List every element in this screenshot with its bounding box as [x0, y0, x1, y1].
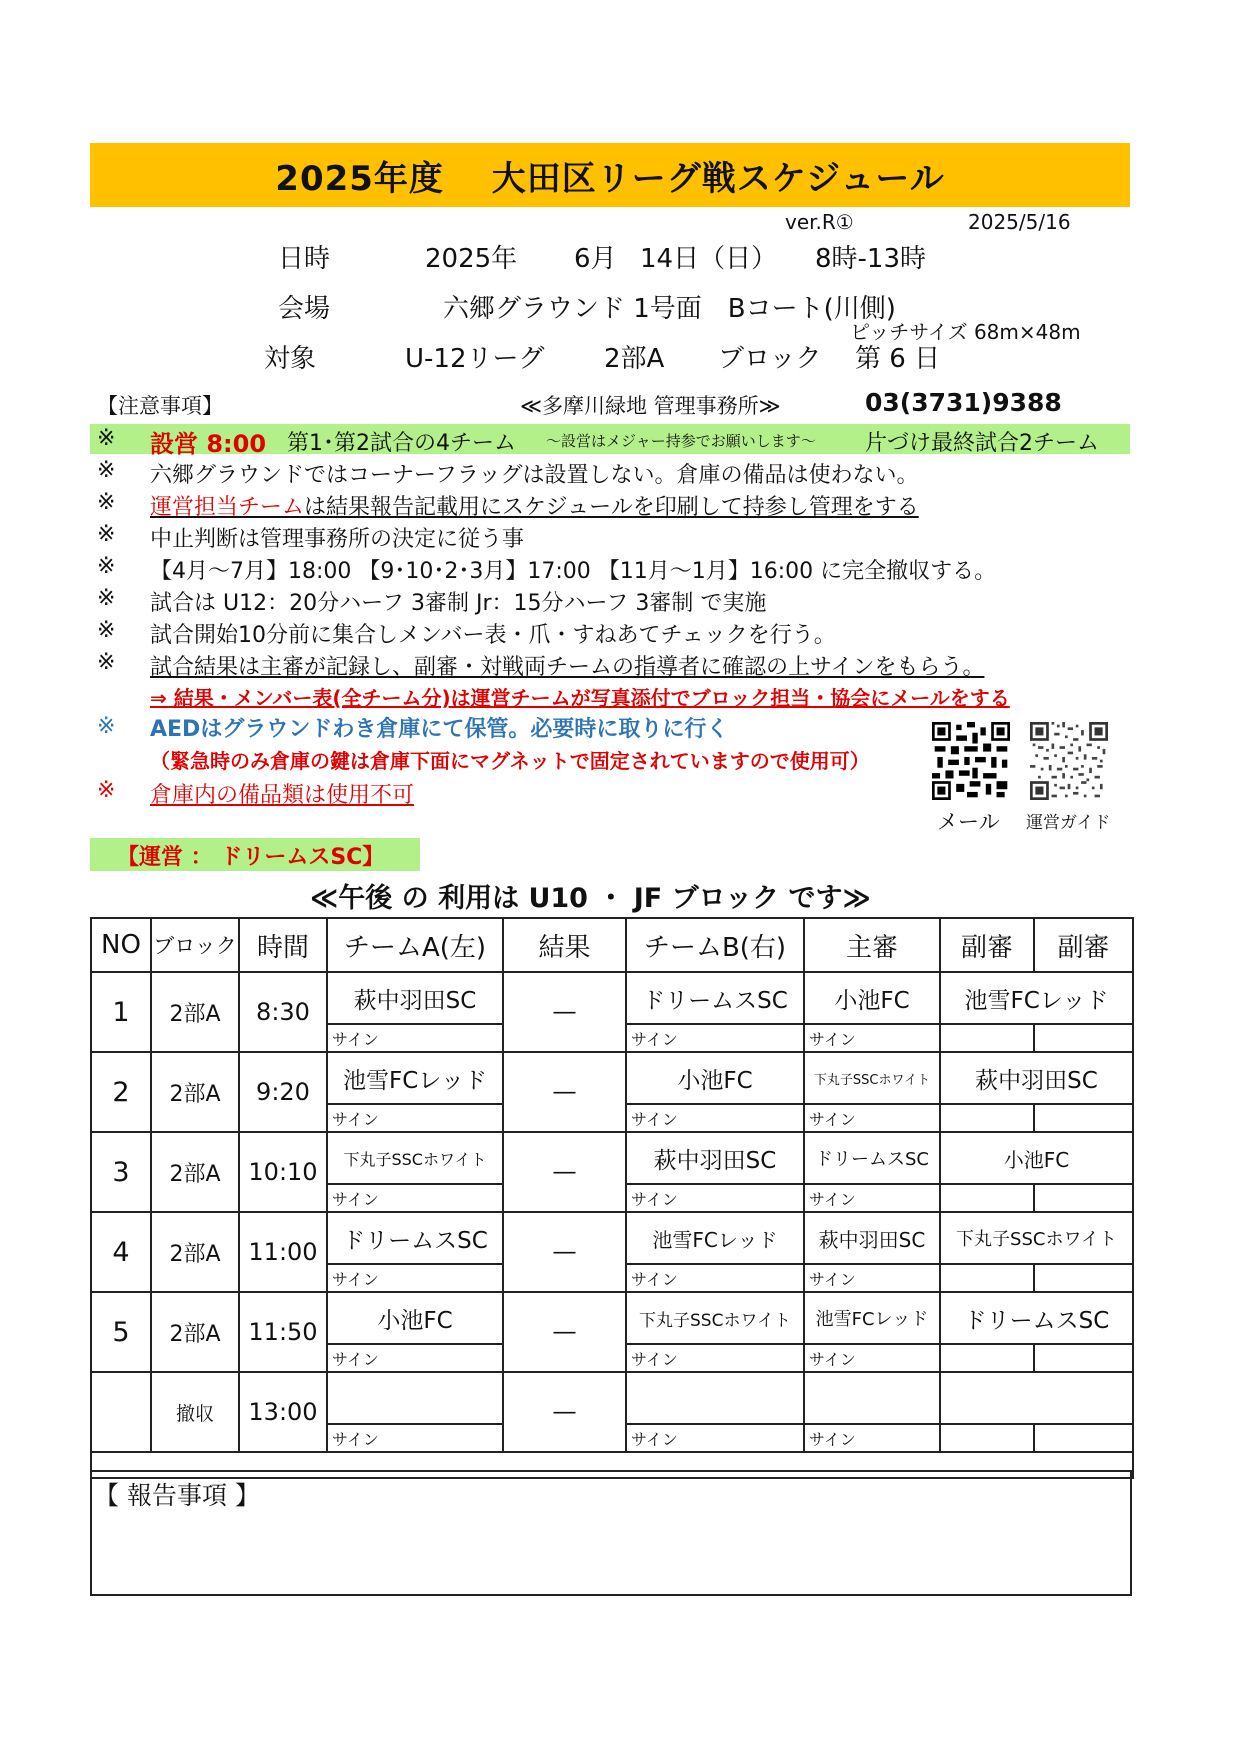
note-schedule-print — [150, 490, 919, 521]
assistant-referee: ドリームスSC — [940, 1292, 1133, 1344]
page-title: 2025年度 大田区リーグ戦スケジュール — [90, 143, 1130, 207]
team-b: ドリームスSC — [626, 972, 804, 1024]
note-match-format: 試合は U12：20分ハーフ 3審制 Jr：15分ハーフ 3審制 で実施 — [150, 591, 767, 616]
target-division: 2部A — [604, 344, 665, 374]
sign-team-b[interactable]: サイン — [626, 1264, 804, 1292]
match-block: 2部A — [151, 1292, 239, 1372]
note-result-mail: ⇒ 結果・メンバー表(全チーム分)は運営チームが写真添付でブロック担当・協会にメールをする — [150, 686, 1010, 710]
sign-assistant-2[interactable] — [1034, 1024, 1133, 1052]
target-round: 第 6 日 — [855, 344, 941, 374]
header-no: NO — [91, 918, 151, 972]
notes-header: 【注意事項】 — [97, 394, 223, 418]
datetime-day: 14日（日） — [640, 244, 778, 274]
note-mark: ※ — [97, 458, 116, 483]
sign-assistant-2[interactable] — [1034, 1104, 1133, 1132]
mail-qr-code[interactable] — [932, 722, 1010, 800]
assistant-referee — [940, 1372, 1133, 1424]
sign-assistant-1[interactable] — [940, 1424, 1034, 1452]
report-label: 【 報告事項 】 — [94, 1481, 260, 1510]
cleanup-teams: 片づけ最終試合2チーム — [865, 431, 1099, 456]
team-a: ドリームスSC — [327, 1212, 503, 1264]
sign-assistant-2[interactable] — [1034, 1344, 1133, 1372]
sign-referee[interactable]: サイン — [804, 1264, 940, 1292]
note-mark: ※ — [97, 426, 116, 451]
header-team-a: チームA(左) — [327, 918, 503, 972]
note-mark: ※ — [97, 554, 116, 579]
sign-team-b[interactable]: サイン — [626, 1424, 804, 1452]
note-mark: ※ — [97, 618, 116, 643]
afternoon-use: ≪午後 の 利用は U10 ・ JF ブロック です≫ — [310, 883, 871, 914]
table-row — [91, 1132, 1133, 1184]
referee: 萩中羽田SC — [804, 1212, 940, 1264]
match-block: 2部A — [151, 1212, 239, 1292]
match-block: 撤収 — [151, 1372, 239, 1452]
assistant-referee: 小池FC — [940, 1132, 1133, 1184]
match-time: 13:00 — [239, 1372, 327, 1452]
note-mark: ※ — [97, 714, 116, 739]
match-result[interactable]: ― — [503, 1372, 626, 1452]
sign-assistant-1[interactable] — [940, 1024, 1034, 1052]
match-block: 2部A — [151, 972, 239, 1052]
note-mark: ※ — [97, 778, 116, 803]
note-cancel: 中止判断は管理事務所の決定に従う事 — [150, 527, 525, 552]
header-team-b: チームB(右) — [626, 918, 804, 972]
note-aed: AEDはグラウンドわき倉庫にて保管。必要時に取りに行く — [150, 717, 729, 742]
note-schedule-print-text: は結果報告記載用にスケジュールを印刷して持参し管理をする — [304, 495, 919, 520]
match-block: 2部A — [151, 1132, 239, 1212]
sign-assistant-2[interactable] — [1034, 1264, 1133, 1292]
match-time: 11:50 — [239, 1292, 327, 1372]
qr-label-guide: 運営ガイド — [1026, 813, 1111, 833]
issue-date: 2025/5/16 — [968, 210, 1071, 234]
sign-team-a[interactable]: サイン — [327, 1344, 503, 1372]
datetime-label: 日時 — [278, 244, 331, 274]
referee: 下丸子SSCホワイト — [804, 1052, 940, 1104]
team-b: 下丸子SSCホワイト — [626, 1292, 804, 1344]
qr-label-mail: メール — [937, 810, 1000, 834]
sign-assistant-2[interactable] — [1034, 1424, 1133, 1452]
venue-value: 六郷グラウンド 1号面 Bコート(川側) — [443, 294, 896, 324]
datetime-year: 2025年 — [425, 244, 518, 274]
team-b — [626, 1372, 804, 1424]
operator-team: 【運営 ： ドリームスSC】 — [117, 845, 385, 870]
sign-referee[interactable]: サイン — [804, 1344, 940, 1372]
match-no: 4 — [91, 1212, 151, 1292]
note-operating-team: 運営担当チーム — [150, 495, 305, 520]
match-result[interactable]: ― — [503, 1052, 626, 1132]
datetime-month: 6月 — [574, 244, 617, 274]
target-block: ブロック — [718, 344, 822, 374]
note-mark: ※ — [97, 650, 116, 675]
table-row — [91, 1372, 1133, 1424]
sign-assistant-1[interactable] — [940, 1264, 1034, 1292]
target-league: U-12リーグ — [405, 344, 545, 374]
match-time: 10:10 — [239, 1132, 327, 1212]
sign-referee[interactable]: サイン — [804, 1104, 940, 1132]
sign-team-b[interactable]: サイン — [626, 1104, 804, 1132]
table-row — [91, 972, 1133, 1024]
header-result: 結果 — [503, 918, 626, 972]
table-row — [91, 1292, 1133, 1344]
sign-team-b[interactable]: サイン — [626, 1024, 804, 1052]
table-row — [91, 1052, 1133, 1104]
team-b: 萩中羽田SC — [626, 1132, 804, 1184]
sign-team-a[interactable]: サイン — [327, 1104, 503, 1132]
sign-assistant-1[interactable] — [940, 1344, 1034, 1372]
setup-time: 設営 8:00 — [150, 430, 267, 458]
match-result[interactable]: ― — [503, 972, 626, 1052]
team-a: 下丸子SSCホワイト — [327, 1132, 503, 1184]
target-label: 対象 — [264, 344, 317, 374]
sign-team-b[interactable]: サイン — [626, 1184, 804, 1212]
version: ver.R① — [785, 210, 854, 234]
note-mark: ※ — [97, 522, 116, 547]
note-result-record: 試合結果は主審が記録し、副審・対戦両チームの指導者に確認の上サインをもらう。 — [150, 655, 985, 680]
referee: 小池FC — [804, 972, 940, 1024]
header-time: 時間 — [239, 918, 327, 972]
pitch-size: ピッチサイズ 68m×48m — [850, 320, 1081, 344]
sign-referee[interactable]: サイン — [804, 1184, 940, 1212]
match-time: 11:00 — [239, 1212, 327, 1292]
match-time: 8:30 — [239, 972, 327, 1052]
match-no: 2 — [91, 1052, 151, 1132]
header-block: ブロック — [151, 918, 239, 972]
team-a: 池雪FCレッド — [327, 1052, 503, 1104]
match-no: 1 — [91, 972, 151, 1052]
office-name: ≪多摩川緑地 管理事務所≫ — [520, 394, 781, 418]
note-withdraw-time: 【4月～7月】18:00 【9･10･2･3月】17:00 【11月～1月】16:00 に完全撤収する。 — [150, 559, 997, 584]
team-b: 池雪FCレッド — [626, 1212, 804, 1264]
setup-teams: 第1･第2試合の4チーム — [287, 431, 516, 456]
referee: ドリームスSC — [804, 1132, 940, 1184]
sign-assistant-1[interactable] — [940, 1184, 1034, 1212]
sign-team-a[interactable]: サイン — [327, 1264, 503, 1292]
note-storage: 倉庫内の備品類は使用不可 — [150, 783, 415, 808]
report-box[interactable] — [90, 1470, 1132, 1596]
table-header-row — [91, 918, 1133, 972]
sign-team-b[interactable]: サイン — [626, 1344, 804, 1372]
match-block: 2部A — [151, 1052, 239, 1132]
sign-assistant-2[interactable] — [1034, 1184, 1133, 1212]
sign-assistant-1[interactable] — [940, 1104, 1034, 1132]
match-no: 5 — [91, 1292, 151, 1372]
assistant-referee: 下丸子SSCホワイト — [940, 1212, 1133, 1264]
sign-team-a[interactable]: サイン — [327, 1424, 503, 1452]
note-mark: ※ — [97, 490, 116, 515]
match-result[interactable]: ― — [503, 1292, 626, 1372]
note-check: 試合開始10分前に集合しメンバー表・爪・すねあてチェックを行う。 — [150, 623, 836, 648]
sign-referee[interactable]: サイン — [804, 1424, 940, 1452]
match-no: 3 — [91, 1132, 151, 1212]
referee — [804, 1372, 940, 1424]
office-phone: 03(3731)9388 — [865, 388, 1062, 417]
header-referee: 主審 — [804, 918, 940, 972]
sign-team-a[interactable]: サイン — [327, 1184, 503, 1212]
sign-team-a[interactable]: サイン — [327, 1024, 503, 1052]
match-no — [91, 1372, 151, 1452]
header-assistant-1: 副審 — [940, 918, 1034, 972]
assistant-referee: 萩中羽田SC — [940, 1052, 1133, 1104]
header-assistant-2: 副審 — [1034, 918, 1133, 972]
team-a — [327, 1372, 503, 1424]
note-mark: ※ — [97, 586, 116, 611]
sign-referee[interactable]: サイン — [804, 1024, 940, 1052]
assistant-referee: 池雪FCレッド — [940, 972, 1133, 1024]
team-b: 小池FC — [626, 1052, 804, 1104]
setup-note: ～設営はメジャー持参でお願いします～ — [546, 432, 816, 450]
team-a: 小池FC — [327, 1292, 503, 1344]
datetime-time: 8時-13時 — [815, 244, 927, 274]
schedule-table — [90, 917, 1134, 1479]
note-key: （緊急時のみ倉庫の鍵は倉庫下面にマグネットで固定されていますので使用可） — [150, 749, 870, 773]
guide-qr-code[interactable] — [1030, 722, 1108, 800]
note-corner-flag: 六郷グラウンドではコーナーフラッグは設置しない。倉庫の備品は使わない。 — [150, 463, 919, 488]
venue-label: 会場 — [278, 294, 331, 324]
match-result[interactable]: ― — [503, 1132, 626, 1212]
match-time: 9:20 — [239, 1052, 327, 1132]
team-a: 萩中羽田SC — [327, 972, 503, 1024]
table-row — [91, 1212, 1133, 1264]
match-result[interactable]: ― — [503, 1212, 626, 1292]
referee: 池雪FCレッド — [804, 1292, 940, 1344]
